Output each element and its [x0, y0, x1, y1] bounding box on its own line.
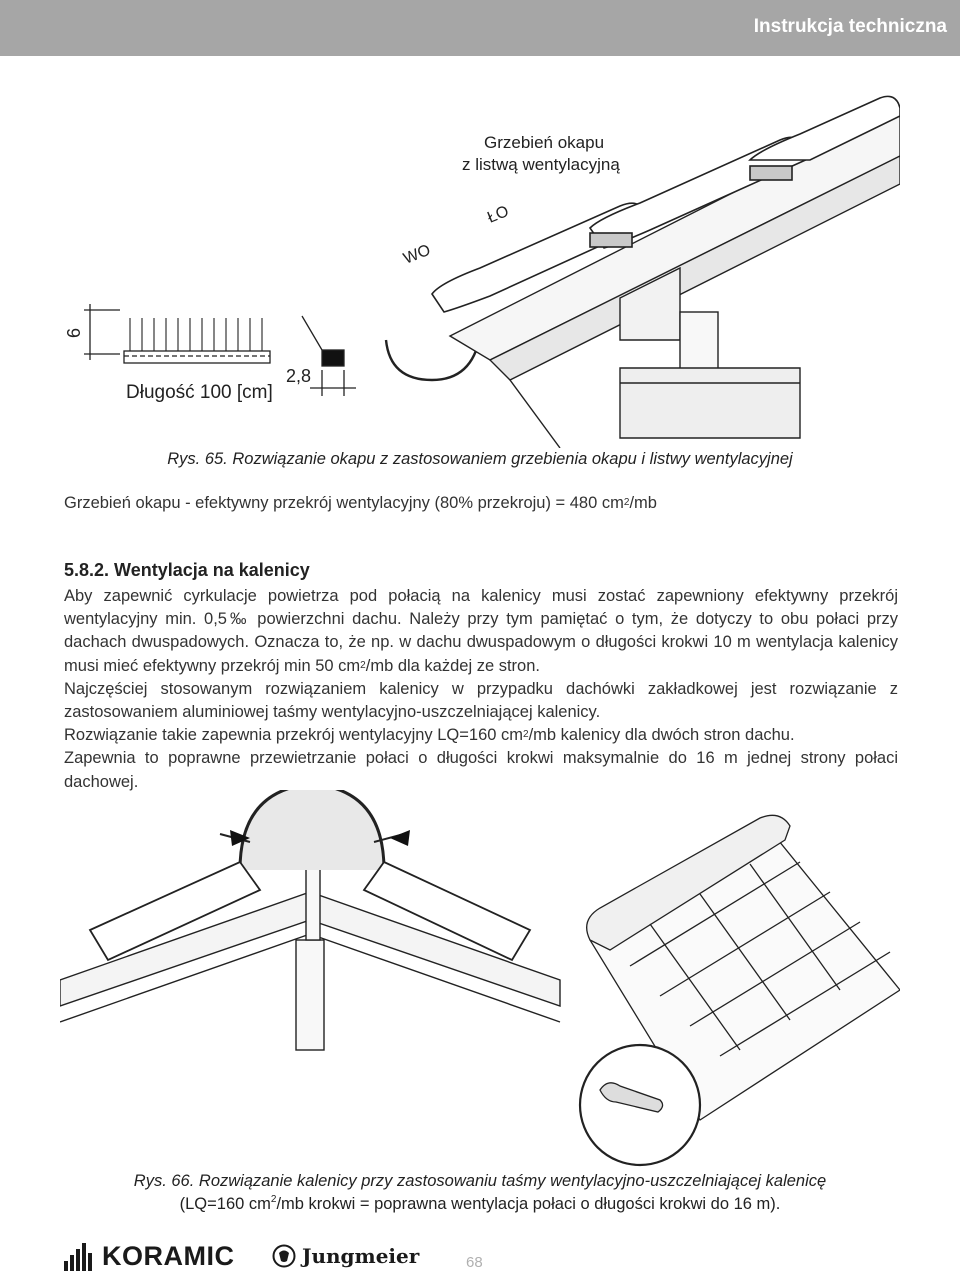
jungmeier-wordmark: Jungmeier	[302, 1244, 420, 1268]
eaves-comb-product-drawing	[84, 304, 270, 363]
paragraph-1-sup: 2	[360, 659, 366, 671]
paragraph-1	[64, 585, 898, 678]
eaves-section-drawing	[60, 68, 900, 448]
header-bar	[0, 0, 960, 56]
label-grzebien-line2: z listwą wentylacyjną	[462, 155, 620, 174]
koramic-mark-icon	[64, 1241, 98, 1271]
ventilation-note-sup: 2	[623, 497, 630, 508]
section-heading: 5.8.2. Wentylacja na kalenicy	[64, 560, 310, 580]
figure2-caption-line2-sup: 2	[270, 1194, 277, 1205]
jungmeier-logo	[272, 1244, 419, 1268]
airflow-arrow-right	[390, 830, 410, 846]
koramic-wordmark: KORAMIC	[102, 1240, 235, 1271]
paragraph-1-tail: /mb dla każdej ze stron.	[365, 656, 540, 675]
label-wo: WO	[401, 241, 434, 268]
figure2-caption-line2-text: (LQ=160 cm	[179, 1195, 271, 1213]
label-lo: ŁO	[485, 202, 512, 227]
ventilation-note	[64, 492, 898, 515]
figure2-caption-line2	[0, 1195, 960, 1214]
paragraph-3-sup: 2	[523, 729, 529, 741]
section-body	[64, 585, 898, 794]
paragraph-1-text: Aby zapewnić cyrkulacje powietrza pod połacią na kalenicy musi zostać zapewniony efektywny przekrój wentylacyjny min. 0,5‰ powierzchni dachu. Należy przy tym pamiętać o tym, że dotyczy to obu połaci przy dachach dwuspadowych. Oznacza to, że np. w dachu dwuspadowym o długości krokwi 10 m wentylacja kalenicy musi mieć efektywny przekrój min 50 cm	[64, 587, 898, 675]
ventilation-note-unit: /mb	[629, 494, 657, 512]
paragraph-3-text: Rozwiązanie takie zapewnia przekrój wentylacyjny LQ=160 cm	[64, 726, 524, 745]
figure2-caption-line2-tail: /mb krokwi = poprawna wentylacja połaci o długości krokwi do 16 m).	[276, 1195, 781, 1213]
ridge-section	[60, 790, 560, 1050]
dim-width-label: 2,8	[286, 366, 312, 386]
paragraph-3-tail: /mb kalenicy dla dwóch stron dachu.	[528, 726, 795, 745]
ridge-perspective	[580, 815, 900, 1165]
page-number: 68	[466, 1254, 483, 1271]
header-title: Instrukcja techniczna	[753, 16, 947, 37]
paragraph-4: Zapewnia to poprawne przewietrzanie połaci o długości krokwi maksymalnie do 16 m jednej strony połaci dachowej.	[64, 749, 898, 791]
figure2-caption-line1: Rys. 66. Rozwiązanie kalenicy przy zastosowaniu taśmy wentylacyjno-uszczelniającej kalenicę	[133, 1172, 827, 1190]
dim-length-label: Długość 100 [cm]	[126, 382, 273, 403]
label-grzebien-line1: Grzebień okapu	[484, 133, 605, 152]
ventilation-note-text: Grzebień okapu - efektywny przekrój wentylacyjny (80% przekroju) = 480 cm	[64, 494, 624, 512]
paragraph-2: Najczęściej stosowanym rozwiązaniem kalenicy w przypadku dachówki zakładkowej jest rozwiązanie z zastosowaniem aluminiowej taśmy wentylacyjno-uszczelniającej kalenicy.	[64, 679, 898, 722]
jungmeier-emblem-icon	[272, 1244, 296, 1268]
figure1-caption: Rys. 65. Rozwiązanie okapu z zastosowaniem grzebienia okapu i listwy wentylacyjnej	[167, 450, 793, 468]
ridge-drawing	[60, 790, 900, 1170]
koramic-logo	[64, 1240, 235, 1272]
dim-height-label: 6	[64, 327, 84, 338]
paragraph-3	[64, 724, 898, 747]
